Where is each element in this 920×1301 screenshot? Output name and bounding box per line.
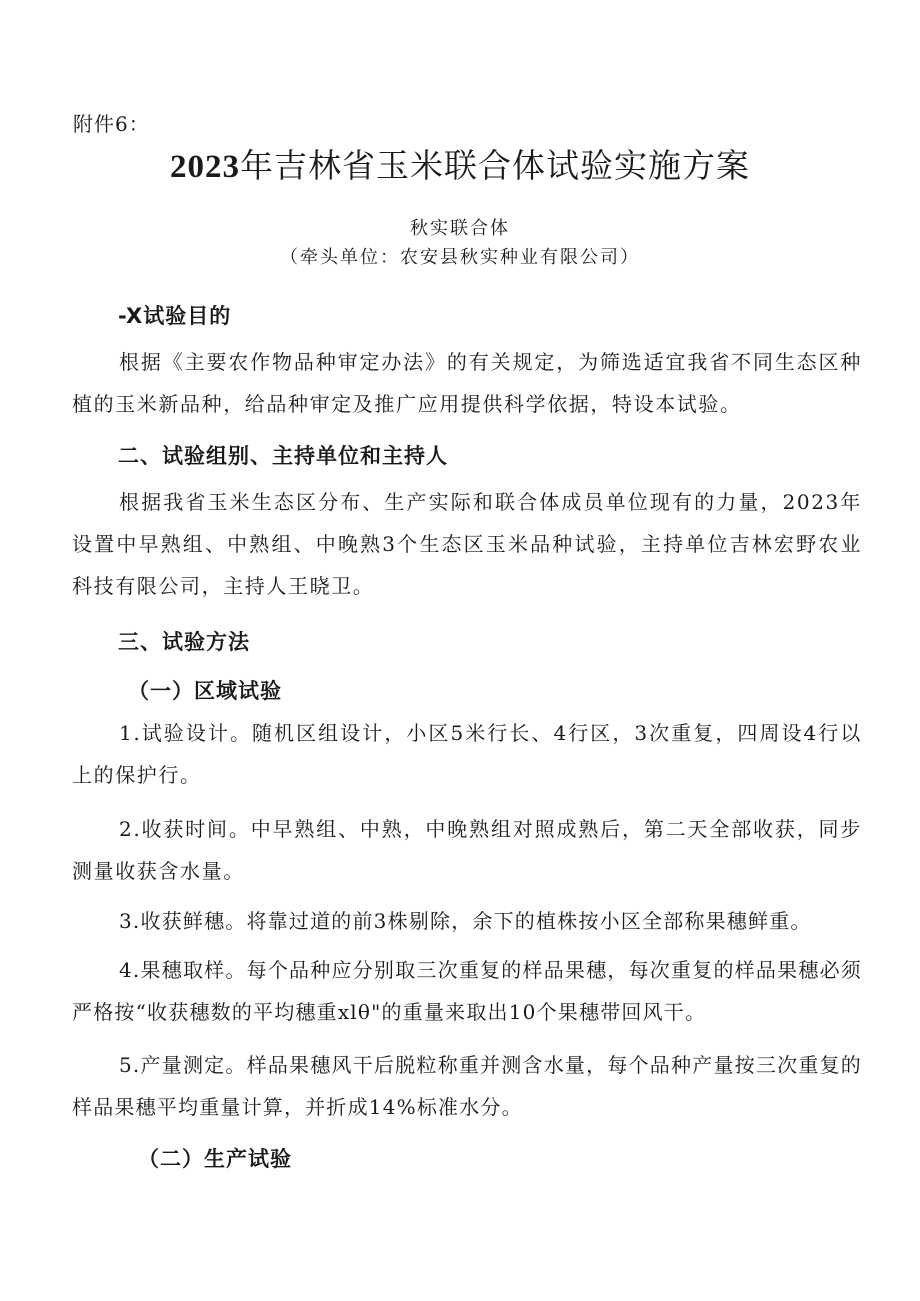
title-text: 年吉林省玉米联合体试验实施方案 <box>240 146 750 185</box>
item-3: 3.收获鲜穗。将靠过道的前3株剔除，余下的植株按小区全部称果穗鲜重。 <box>119 909 812 933</box>
attachment-label: 附件6： <box>73 112 150 136</box>
section-1-heading: -X试验目的 <box>118 304 232 328</box>
section-3-sub2-heading: （二）生产试验 <box>138 1147 292 1171</box>
item-1: 1.试验设计。随机区组设计，小区5米行长、4行区，3次重复，四周设4行以上的保护行。 <box>72 721 862 787</box>
lead-unit: （牵头单位：农安县秋实种业有限公司） <box>280 247 640 268</box>
title-year: 2023 <box>170 149 240 185</box>
section-3-sub1-heading: （一）区域试验 <box>128 679 282 703</box>
page-title <box>0 140 920 187</box>
section-2-body: 根据我省玉米生态区分布、生产实际和联合体成员单位现有的力量，2023年设置中早熟组、中熟组、中晚熟3个生态区玉米品种试验，主持单位吉林宏野农业科技有限公司，主持人王晓卫。 <box>72 490 862 598</box>
item-4: 4.果穗取样。每个品种应分别取三次重复的样品果穗，每次重复的样品果穗必须严格按“收获穗数的平均穗重xlθ"的重量来取出10个果穗带回风干。 <box>72 958 862 1024</box>
org-name: 秋实联合体 <box>410 218 510 239</box>
section-2-heading: 二、试验组别、主持单位和主持人 <box>118 444 448 468</box>
item-5: 5.产量测定。样品果穗风干后脱粒称重并测含水量，每个品种产量按三次重复的样品果穗平均重量计算，并折成14%标准水分。 <box>72 1053 862 1119</box>
section-1-body: 根据《主要农作物品种审定办法》的有关规定，为筛选适宜我省不同生态区种植的玉米新品种，给品种审定及推广应用提供科学依据，特设本试验。 <box>72 350 862 416</box>
item-2: 2.收获时间。中早熟组、中熟，中晚熟组对照成熟后，第二天全部收获，同步测量收获含水量。 <box>72 817 862 883</box>
section-3-heading: 三、试验方法 <box>118 630 250 654</box>
